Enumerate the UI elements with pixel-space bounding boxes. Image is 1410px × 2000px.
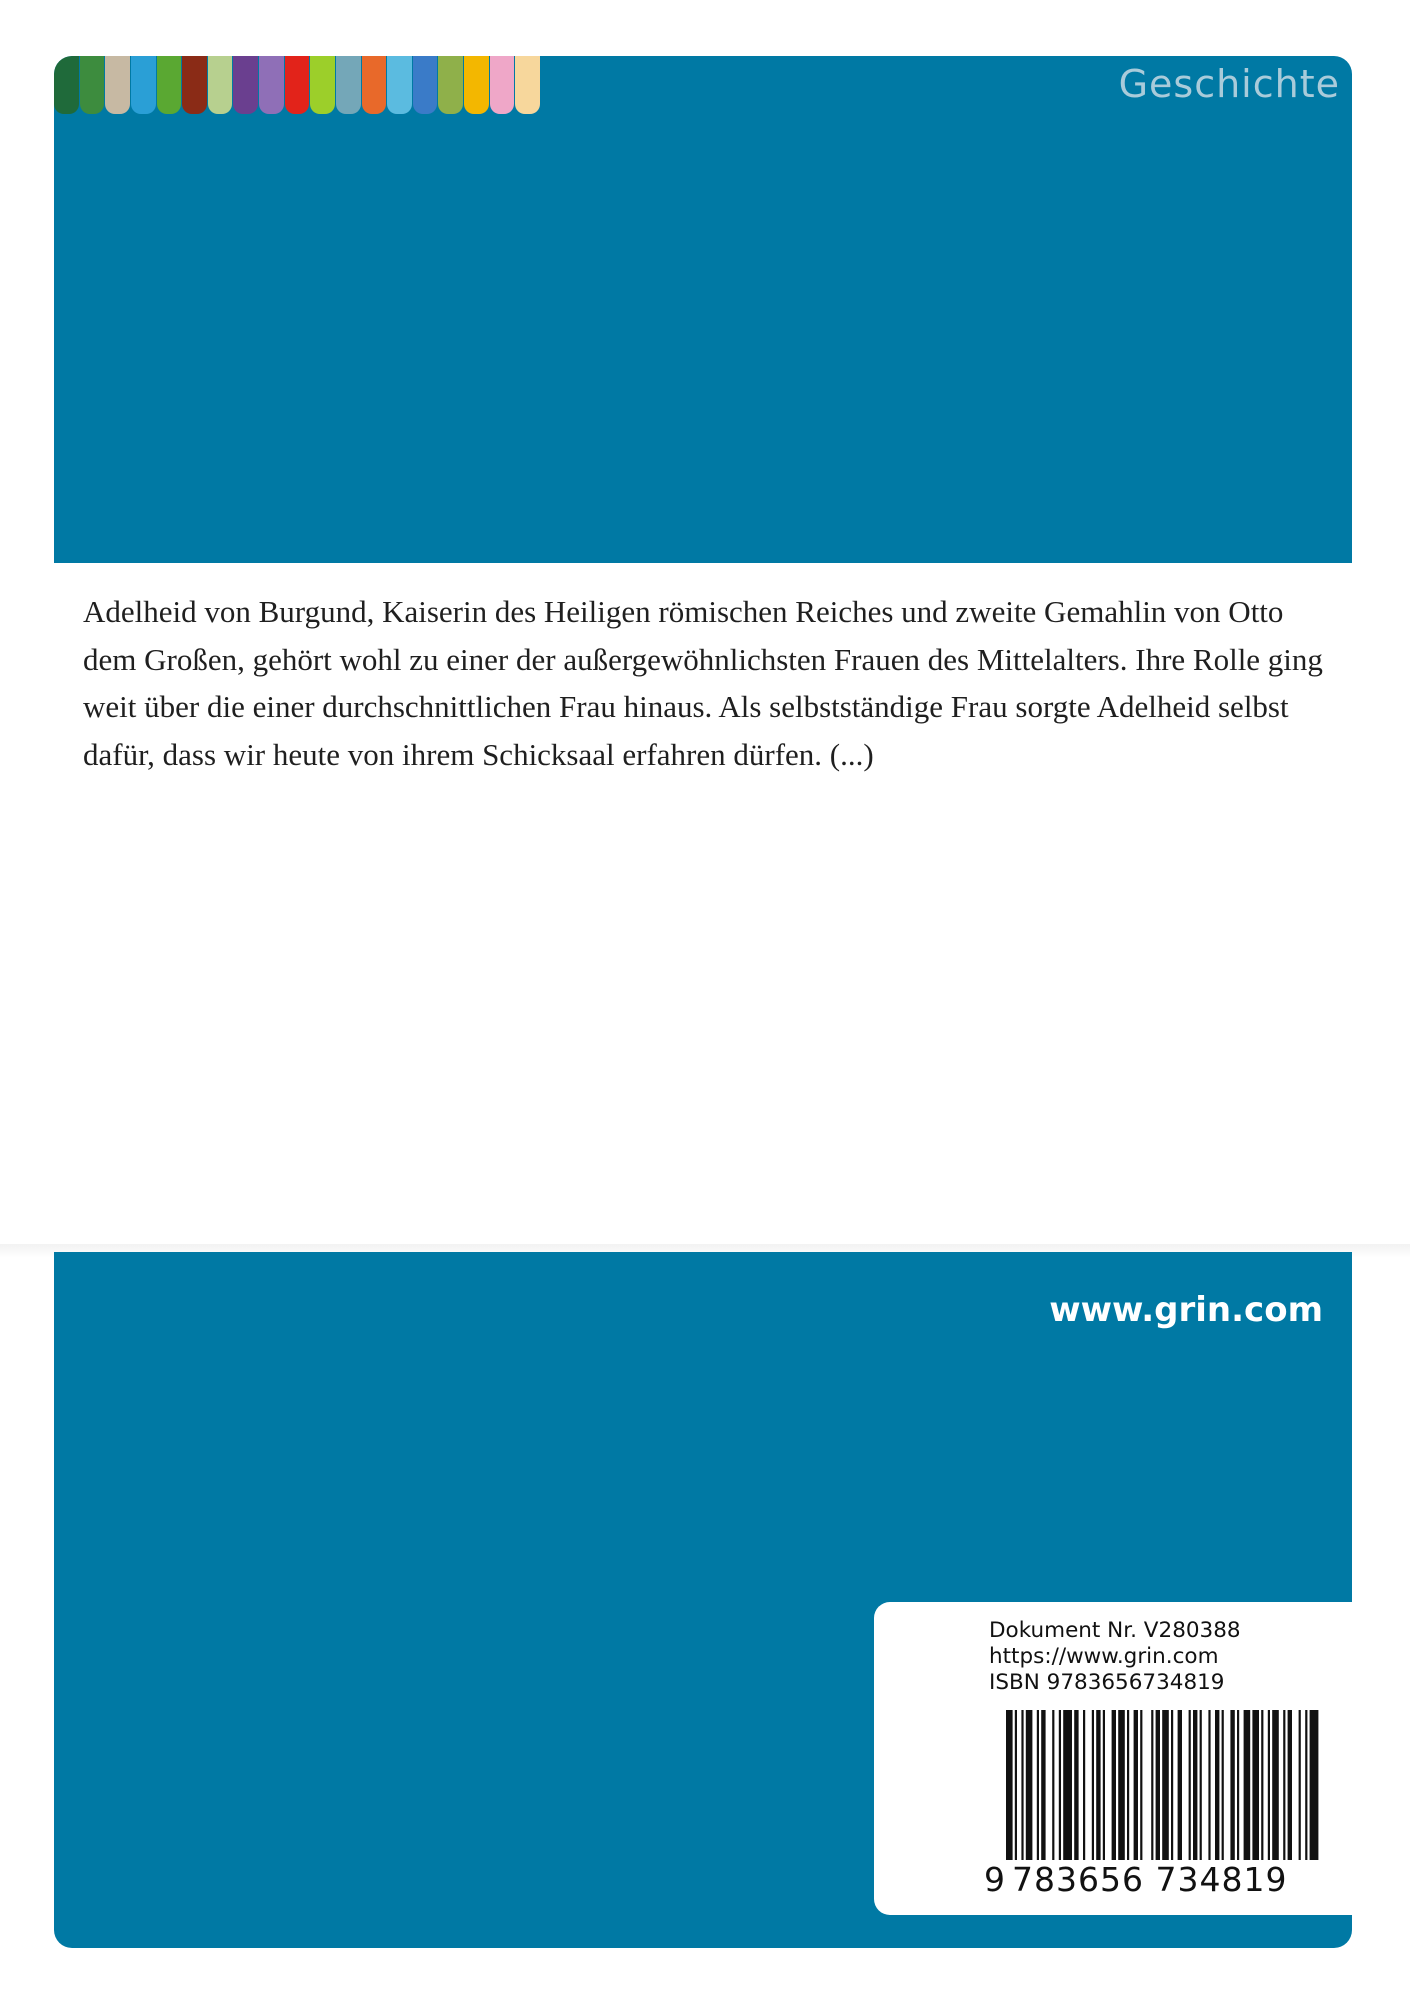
- barcode-bar: [1134, 1710, 1138, 1860]
- barcode-bar: [1006, 1710, 1013, 1860]
- barcode-bar: [1268, 1710, 1270, 1860]
- barcode-graphic: [984, 1710, 1324, 1880]
- color-tab: [233, 56, 258, 114]
- color-tab: [131, 56, 156, 114]
- document-url: https://www.grin.com: [989, 1644, 1219, 1669]
- color-tab: [105, 56, 130, 114]
- barcode-lead-digit: 9: [984, 1860, 1006, 1899]
- barcode-bar: [1222, 1710, 1224, 1860]
- website-label: www.grin.com: [1049, 1290, 1323, 1330]
- color-tab: [157, 56, 182, 114]
- blurb-text: Adelheid von Burgund, Kaiserin des Heiligen römischen Reiches und zweite Gemahlin von Otto dem Großen, gehört wohl zu einer der außergewöhnlichsten Frauen des Mittelalters. Ihre Rolle ging weit über die einer durchschnittlichen Frau hinaus. Als selbstständige Frau sorgte Adelheid selbst dafür, dass wir heute von ihrem Schicksaal erfahren dürfen. (...): [83, 594, 1323, 772]
- color-tab: [80, 56, 105, 114]
- barcode-bar: [1215, 1710, 1219, 1860]
- barcode-bar: [1283, 1710, 1285, 1860]
- barcode-bar: [1026, 1710, 1033, 1860]
- color-tab: [413, 56, 438, 114]
- barcode-bar: [1103, 1710, 1105, 1860]
- barcode-digits: [984, 1860, 1324, 1899]
- barcode-bar: [1127, 1710, 1129, 1860]
- top-panel: [54, 56, 1352, 563]
- barcode-bar: [1037, 1710, 1039, 1860]
- color-tab: [336, 56, 361, 114]
- barcode-bar: [1261, 1710, 1263, 1860]
- color-tab: [182, 56, 207, 114]
- barcode-bar: [1288, 1710, 1292, 1860]
- barcode-bar: [1252, 1710, 1259, 1860]
- color-tab: [490, 56, 515, 114]
- barcode-bar: [1208, 1710, 1210, 1860]
- bottom-panel: [54, 1252, 1352, 1948]
- isbn: ISBN 9783656734819: [989, 1670, 1225, 1695]
- barcode-bar: [1178, 1710, 1182, 1860]
- color-tab: [515, 56, 540, 114]
- barcode-bar: [1230, 1710, 1234, 1860]
- color-tab: [285, 56, 310, 114]
- barcode-bar: [1021, 1710, 1023, 1860]
- barcode-bar: [1171, 1710, 1173, 1860]
- barcode-bar: [1083, 1710, 1085, 1860]
- color-tab: [438, 56, 463, 114]
- category-label: Geschichte: [1118, 62, 1340, 106]
- color-tab: [387, 56, 412, 114]
- barcode-bar: [1063, 1710, 1072, 1860]
- barcode-bar: [1189, 1710, 1191, 1860]
- barcode-bar: [1244, 1710, 1251, 1860]
- barcode-bar: [1118, 1710, 1125, 1860]
- document-meta: [989, 1618, 1241, 1696]
- barcode-bar: [1237, 1710, 1239, 1860]
- color-tab: [464, 56, 489, 114]
- color-tab: [362, 56, 387, 114]
- color-tab: [259, 56, 284, 114]
- barcode-bar: [1162, 1710, 1169, 1860]
- barcode-bar: [1193, 1710, 1197, 1860]
- barcode-bar: [1151, 1710, 1153, 1860]
- barcode-bar: [1305, 1710, 1307, 1860]
- barcode-bar: [1112, 1710, 1116, 1860]
- barcode-bar: [1299, 1710, 1301, 1860]
- barcode-bar: [1156, 1710, 1160, 1860]
- color-tab: [54, 56, 79, 114]
- barcode-bar: [1092, 1710, 1094, 1860]
- barcode-bar: [1015, 1710, 1017, 1860]
- color-tab: [310, 56, 335, 114]
- barcode-digit-groups: 783656 734819: [1012, 1860, 1288, 1899]
- barcode-bar: [1059, 1710, 1061, 1860]
- barcode-bar: [1272, 1710, 1279, 1860]
- barcode-bar: [1074, 1710, 1078, 1860]
- barcode-bar: [1200, 1710, 1202, 1860]
- barcode-bar: [1041, 1710, 1045, 1860]
- color-tab-strip: [54, 56, 541, 114]
- barcode-bar: [1052, 1710, 1054, 1860]
- barcode-bar: [1096, 1710, 1100, 1860]
- barcode-box: [874, 1602, 1352, 1915]
- barcode-bar: [1310, 1710, 1319, 1860]
- color-tab: [208, 56, 233, 114]
- barcode-bar: [1140, 1710, 1142, 1860]
- document-number: Dokument Nr. V280388: [989, 1618, 1241, 1643]
